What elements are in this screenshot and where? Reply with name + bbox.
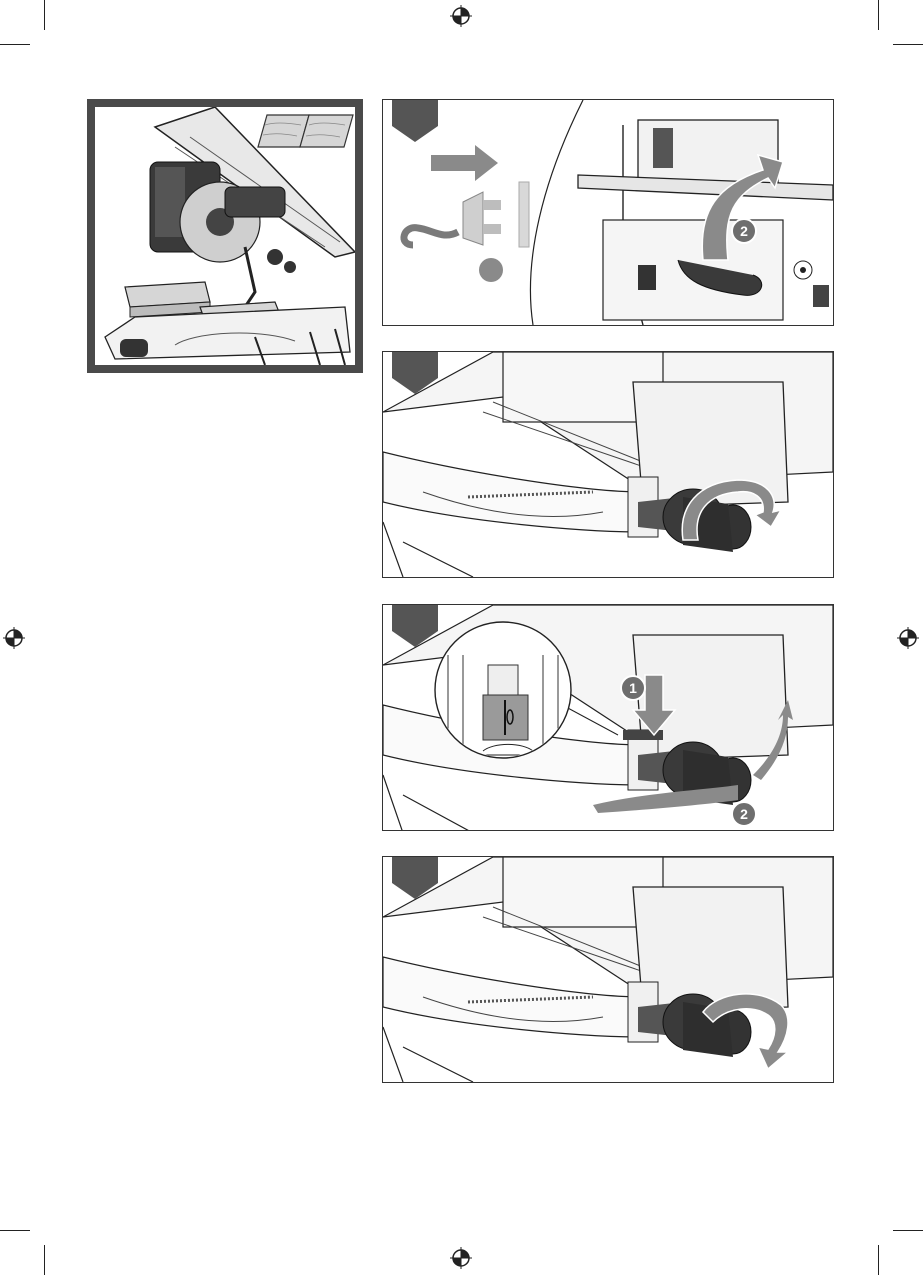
step-tab-3 (392, 604, 438, 647)
crop-mark-top-left-h (0, 44, 30, 45)
crop-mark-bottom-left-v (44, 1245, 45, 1275)
mitre-saw-overview (95, 107, 355, 365)
crop-mark-top-right-h (893, 44, 923, 45)
step-1-illustration (383, 100, 833, 325)
crop-mark-top-left-v (44, 0, 45, 30)
step-2-illustration (383, 352, 833, 577)
crop-mark-bottom-right-v (878, 1245, 879, 1275)
step-4-illustration (383, 857, 833, 1082)
crop-mark-bottom-left-h (0, 1230, 30, 1231)
step-panel-3 (382, 604, 834, 831)
callout-badge-1: 1 (620, 675, 646, 701)
callout-badge-2: 2 (731, 801, 757, 827)
arrow-right-icon (431, 145, 498, 181)
callout-badge-2: 2 (731, 218, 757, 244)
power-plug-icon (404, 182, 529, 282)
crosshair-target-icon (897, 627, 919, 649)
crop-mark-top-right-v (878, 0, 879, 30)
step-panel-1 (382, 99, 834, 326)
wood-plank-icon (258, 115, 353, 147)
step-panel-2 (382, 351, 834, 578)
crosshair-target-icon (450, 5, 472, 27)
overview-illustration (87, 99, 363, 373)
saw-table (105, 282, 350, 365)
step-3-illustration (383, 605, 833, 831)
step-tab-1 (392, 99, 438, 142)
crop-mark-bottom-right-h (893, 1230, 923, 1231)
crosshair-target-icon (3, 627, 25, 649)
step-tab-2 (392, 351, 438, 394)
step-tab-4 (392, 856, 438, 899)
crosshair-target-icon (450, 1247, 472, 1269)
step-panel-4 (382, 856, 834, 1083)
